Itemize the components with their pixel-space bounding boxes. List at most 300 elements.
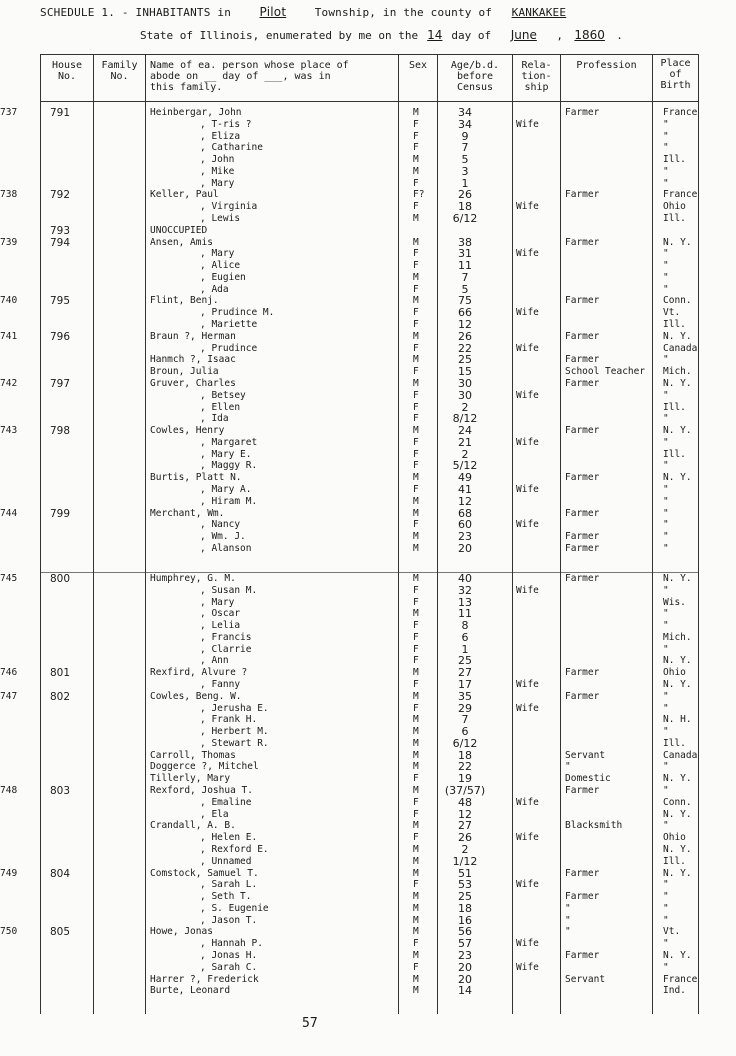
- house-number-cell: 793: [50, 224, 71, 237]
- profession-cell: Farmer: [565, 891, 600, 903]
- table-row: [0, 573, 736, 585]
- sex-cell: F: [413, 177, 419, 189]
- sex-cell: F: [413, 832, 419, 844]
- birthplace-cell: N. Y.: [663, 472, 692, 484]
- sex-cell: F?: [413, 189, 425, 201]
- name-cell: , Stewart R.: [200, 737, 269, 749]
- birthplace-cell: Ill.: [663, 319, 686, 331]
- birthplace-cell: ": [663, 460, 669, 472]
- age-cell: 6: [461, 725, 469, 739]
- age-cell: 12: [458, 807, 472, 821]
- age-cell: 35: [458, 689, 472, 703]
- age-cell: 27: [458, 819, 472, 833]
- profession-cell: Farmer: [565, 542, 600, 554]
- table-row: [0, 225, 736, 237]
- age-cell: 21: [458, 435, 472, 449]
- birthplace-cell: N. Y.: [663, 236, 692, 248]
- profession-cell: Farmer: [565, 690, 600, 702]
- name-cell: Hanmch ?, Isaac: [150, 354, 236, 366]
- birthplace-cell: ": [663, 702, 669, 714]
- sex-cell: F: [413, 307, 419, 319]
- age-cell: 2: [461, 842, 469, 856]
- age-cell: 5/12: [452, 459, 478, 473]
- sex-cell: F: [413, 448, 419, 460]
- birthplace-cell: ": [663, 761, 669, 773]
- age-cell: 16: [458, 913, 472, 927]
- age-cell: 30: [458, 388, 472, 402]
- name-cell: , Catharine: [200, 142, 263, 154]
- age-cell: 11: [458, 259, 472, 273]
- table-row: [0, 691, 736, 703]
- birthplace-cell: ": [663, 483, 669, 495]
- profession-cell: ": [565, 914, 571, 926]
- age-cell: 75: [458, 294, 472, 308]
- birthplace-cell: Ohio: [663, 201, 686, 213]
- table-row: [0, 437, 736, 449]
- age-cell: 5: [461, 282, 469, 296]
- table-row: [0, 868, 736, 880]
- name-cell: , Lewis: [200, 213, 241, 225]
- age-cell: 53: [458, 878, 472, 892]
- sex-cell: F: [413, 620, 419, 632]
- age-cell: 1: [461, 642, 469, 656]
- age-cell: 41: [458, 482, 472, 496]
- family-number-cell: 738: [0, 189, 18, 201]
- table-row: [0, 974, 736, 986]
- sex-cell: F: [413, 260, 419, 272]
- township-value: Pilot: [259, 5, 287, 19]
- sex-cell: M: [413, 690, 419, 702]
- sex-cell: M: [413, 354, 419, 366]
- age-cell: 6: [461, 630, 469, 644]
- age-cell: 5: [461, 153, 469, 167]
- name-cell: , Ela: [200, 808, 229, 820]
- age-cell: 7: [461, 141, 469, 155]
- age-cell: 26: [458, 188, 472, 202]
- table-row: [0, 655, 736, 667]
- sex-cell: M: [413, 295, 419, 307]
- birthplace-cell: ": [663, 248, 669, 260]
- table-row: [0, 237, 736, 249]
- table-row: [0, 797, 736, 809]
- sex-cell: F: [413, 483, 419, 495]
- name-cell: , Emaline: [200, 796, 252, 808]
- name-cell: , Mike: [200, 165, 235, 177]
- table-row: [0, 543, 736, 555]
- name-cell: , Ada: [200, 283, 229, 295]
- age-cell: 68: [458, 506, 472, 520]
- table-row: [0, 343, 736, 355]
- relationship-cell: Wife: [516, 584, 539, 596]
- name-cell: , Lelia: [200, 620, 241, 632]
- col-header-profession: [561, 60, 652, 71]
- birthplace-cell: Conn.: [663, 295, 692, 307]
- table-row: [0, 703, 736, 715]
- birthplace-cell: N. Y.: [663, 867, 692, 879]
- birthplace-cell: ": [663, 177, 669, 189]
- table-row: [0, 891, 736, 903]
- table-row: [0, 832, 736, 844]
- sex-cell: F: [413, 342, 419, 354]
- relationship-cell: Wife: [516, 832, 539, 844]
- table-row: [0, 915, 736, 927]
- age-cell: 23: [458, 530, 472, 544]
- relationship-cell: Wife: [516, 342, 539, 354]
- age-cell: 26: [458, 831, 472, 845]
- sex-cell: F: [413, 773, 419, 785]
- birthplace-cell: Wis.: [663, 596, 686, 608]
- table-row: [0, 962, 736, 974]
- table-row: [0, 844, 736, 856]
- sex-cell: F: [413, 679, 419, 691]
- table-row: [0, 390, 736, 402]
- sex-cell: M: [413, 867, 419, 879]
- sex-cell: M: [413, 820, 419, 832]
- col-header-text: Age/b.d. before Census: [450, 60, 500, 93]
- family-number-cell: 746: [0, 667, 18, 679]
- col-header-text: Family No.: [101, 60, 138, 82]
- age-cell: 29: [458, 701, 472, 715]
- birthplace-cell: N. Y.: [663, 949, 692, 961]
- age-cell: 57: [458, 937, 472, 951]
- table-row: [0, 107, 736, 119]
- age-cell: 2: [461, 447, 469, 461]
- table-row: [0, 667, 736, 679]
- birthplace-cell: ": [663, 938, 669, 950]
- table-row: [0, 620, 736, 632]
- name-cell: Broun, Julia: [150, 366, 219, 378]
- table-row: [0, 714, 736, 726]
- table-row: [0, 531, 736, 543]
- table-row: [0, 402, 736, 414]
- relationship-cell: Wife: [516, 679, 539, 691]
- age-cell: 6/12: [452, 736, 478, 750]
- birthplace-cell: ": [663, 690, 669, 702]
- birthplace-cell: Vt.: [663, 307, 681, 319]
- table-row: [0, 413, 736, 425]
- name-cell: Gruver, Charles: [150, 377, 236, 389]
- birthplace-cell: Vt.: [663, 926, 681, 938]
- birthplace-cell: N. Y.: [663, 808, 692, 820]
- name-cell: Crandall, A. B.: [150, 820, 236, 832]
- birthplace-cell: ": [663, 118, 669, 130]
- birthplace-cell: ": [663, 271, 669, 283]
- sex-cell: F: [413, 584, 419, 596]
- age-cell: 38: [458, 235, 472, 249]
- age-cell: 23: [458, 948, 472, 962]
- table-header-rule: [40, 101, 698, 102]
- table-row: [0, 166, 736, 178]
- relationship-cell: Wife: [516, 879, 539, 891]
- family-number-cell: 737: [0, 107, 18, 118]
- table-row: [0, 319, 736, 331]
- sex-cell: F: [413, 130, 419, 142]
- col-header-text: Name of ea. person whose place of abode on __ day of ___, was in this family.: [150, 60, 349, 93]
- name-cell: Harrer ?, Frederick: [150, 973, 259, 985]
- name-cell: , Herbert M.: [200, 726, 269, 738]
- age-cell: 12: [458, 494, 472, 508]
- col-header-text: Profession: [576, 60, 637, 71]
- birthplace-cell: ": [663, 902, 669, 914]
- birthplace-cell: ": [663, 961, 669, 973]
- name-cell: , Sarah C.: [200, 961, 258, 973]
- age-cell: 13: [458, 595, 472, 609]
- house-number-cell: 792: [50, 189, 71, 202]
- age-cell: 18: [458, 748, 472, 762]
- house-number-cell: 791: [50, 107, 71, 119]
- sex-cell: M: [413, 949, 419, 961]
- relationship-cell: Wife: [516, 201, 539, 213]
- sex-cell: F: [413, 436, 419, 448]
- birthplace-cell: N. Y.: [663, 573, 692, 584]
- name-cell: Flint, Benj.: [150, 295, 219, 307]
- col-header-sex: [399, 60, 437, 71]
- table-row: [0, 425, 736, 437]
- table-row: [0, 726, 736, 738]
- day-value: 14: [427, 28, 443, 42]
- name-cell: , Wm. J.: [200, 531, 246, 543]
- table-row: [0, 260, 736, 272]
- profession-cell: Farmer: [565, 573, 600, 584]
- birthplace-cell: N. Y.: [663, 773, 692, 785]
- name-cell: , Mary A.: [200, 483, 252, 495]
- name-cell: , Ann: [200, 655, 229, 667]
- sex-cell: M: [413, 843, 419, 855]
- birthplace-cell: ": [663, 436, 669, 448]
- table-row: [0, 585, 736, 597]
- birthplace-cell: ": [663, 820, 669, 832]
- age-cell: 34: [458, 117, 472, 131]
- age-cell: 66: [458, 306, 472, 320]
- birthplace-cell: ": [663, 879, 669, 891]
- year-value: 1860: [574, 28, 605, 42]
- name-cell: , Oscar: [200, 608, 241, 620]
- sex-cell: M: [413, 726, 419, 738]
- table-row: [0, 856, 736, 868]
- family-number-cell: 743: [0, 425, 18, 437]
- age-cell: 7: [461, 270, 469, 284]
- house-number-cell: 796: [50, 330, 71, 343]
- sex-cell: M: [413, 165, 419, 177]
- sex-cell: M: [413, 902, 419, 914]
- birthplace-cell: ": [663, 519, 669, 531]
- age-cell: 20: [458, 960, 472, 974]
- birthplace-cell: ": [663, 283, 669, 295]
- age-cell: 18: [458, 200, 472, 214]
- name-cell: , Mary: [200, 248, 235, 260]
- house-number-cell: 802: [50, 690, 71, 703]
- sex-cell: F: [413, 519, 419, 531]
- relationship-cell: Wife: [516, 389, 539, 401]
- birthplace-cell: France: [663, 189, 698, 201]
- profession-cell: ": [565, 902, 571, 914]
- age-cell: 24: [458, 424, 472, 438]
- age-cell: 11: [458, 607, 472, 621]
- name-cell: Doggerce ?, Mitchel: [150, 761, 259, 773]
- birthplace-cell: Ill.: [663, 401, 686, 413]
- house-number-cell: 804: [50, 867, 71, 880]
- sex-cell: F: [413, 142, 419, 154]
- table-row: [0, 449, 736, 461]
- name-cell: , Alice: [200, 260, 241, 272]
- profession-cell: Farmer: [565, 531, 600, 543]
- table-row: [0, 213, 736, 225]
- table-row: [0, 773, 736, 785]
- col-header-text: House No.: [51, 60, 83, 82]
- profession-cell: Farmer: [565, 667, 600, 679]
- birthplace-cell: ": [663, 165, 669, 177]
- col-header-birthplace: [653, 58, 698, 91]
- sex-cell: F: [413, 879, 419, 891]
- table-row: [0, 820, 736, 832]
- name-cell: Heinbergar, John: [150, 107, 242, 118]
- sex-cell: M: [413, 531, 419, 543]
- table-row: [0, 608, 736, 620]
- age-cell: 19: [458, 772, 472, 786]
- name-cell: Cowles, Beng. W.: [150, 690, 242, 702]
- age-cell: (37/57): [444, 784, 486, 798]
- profession-cell: Farmer: [565, 330, 600, 342]
- age-cell: 51: [458, 866, 472, 880]
- relationship-cell: Wife: [516, 483, 539, 495]
- sex-cell: F: [413, 118, 419, 130]
- profession-cell: Farmer: [565, 107, 600, 118]
- table-row: [0, 484, 736, 496]
- birthplace-cell: ": [663, 584, 669, 596]
- family-number-cell: 741: [0, 330, 18, 342]
- name-cell: , Nancy: [200, 519, 241, 531]
- table-row: [0, 632, 736, 644]
- table-top-rule: [40, 54, 698, 55]
- birthplace-cell: N. Y.: [663, 679, 692, 691]
- name-cell: Burte, Leonard: [150, 985, 231, 997]
- col-header-text: Rela- tion- ship: [521, 60, 552, 93]
- age-cell: 30: [458, 376, 472, 390]
- name-cell: , Prudince: [200, 342, 258, 354]
- sex-cell: M: [413, 749, 419, 761]
- name-cell: , T-ris ?: [200, 118, 252, 130]
- table-row: [0, 938, 736, 950]
- table-row: [0, 248, 736, 260]
- sex-cell: F: [413, 413, 419, 425]
- profession-cell: Farmer: [565, 189, 600, 201]
- table-row: [0, 366, 736, 378]
- sex-cell: F: [413, 319, 419, 331]
- house-number-cell: 795: [50, 295, 71, 308]
- name-cell: Comstock, Samuel T.: [150, 867, 259, 879]
- sex-cell: M: [413, 495, 419, 507]
- sex-cell: M: [413, 714, 419, 726]
- sex-cell: F: [413, 961, 419, 973]
- sex-cell: M: [413, 973, 419, 985]
- table-row: [0, 738, 736, 750]
- profession-cell: Farmer: [565, 507, 600, 519]
- sex-cell: M: [413, 573, 419, 584]
- relationship-cell: Wife: [516, 118, 539, 130]
- table-row: [0, 201, 736, 213]
- age-cell: 56: [458, 925, 472, 939]
- relationship-cell: Wife: [516, 961, 539, 973]
- house-number-cell: 800: [50, 573, 71, 585]
- table-row: [0, 809, 736, 821]
- sex-cell: F: [413, 201, 419, 213]
- age-cell: 20: [458, 972, 472, 986]
- name-cell: , Margaret: [200, 436, 258, 448]
- birthplace-cell: ": [663, 914, 669, 926]
- name-cell: , Ellen: [200, 401, 241, 413]
- relationship-cell: Wife: [516, 702, 539, 714]
- birthplace-cell: Mich.: [663, 366, 692, 378]
- table-row: [0, 879, 736, 891]
- table-row: [0, 679, 736, 691]
- profession-cell: Farmer: [565, 785, 600, 797]
- table-row: [0, 750, 736, 762]
- table-row: [0, 378, 736, 390]
- table-row: [0, 154, 736, 166]
- birthplace-cell: ": [663, 413, 669, 425]
- name-cell: , Mary: [200, 177, 235, 189]
- sex-cell: F: [413, 366, 419, 378]
- age-cell: 14: [458, 984, 472, 998]
- family-number-cell: 749: [0, 867, 18, 879]
- family-number-cell: 750: [0, 926, 18, 938]
- birthplace-cell: Ill.: [663, 737, 686, 749]
- profession-cell: ": [565, 761, 571, 773]
- name-cell: Humphrey, G. M.: [150, 573, 236, 584]
- sex-cell: F: [413, 702, 419, 714]
- birthplace-cell: Conn.: [663, 796, 692, 808]
- profession-cell: Farmer: [565, 425, 600, 437]
- table-row: [0, 460, 736, 472]
- age-cell: 22: [458, 341, 472, 355]
- birthplace-cell: Ill.: [663, 213, 686, 225]
- profession-cell: Farmer: [565, 867, 600, 879]
- sex-cell: M: [413, 154, 419, 166]
- name-cell: , Jason T.: [200, 914, 258, 926]
- age-cell: 40: [458, 572, 472, 585]
- sex-cell: M: [413, 608, 419, 620]
- table-row: [0, 307, 736, 319]
- col-header-name: [150, 60, 396, 93]
- name-cell: Burtis, Platt N.: [150, 472, 242, 484]
- birthplace-cell: ": [663, 620, 669, 632]
- age-cell: 15: [458, 365, 472, 379]
- birthplace-cell: ": [663, 608, 669, 620]
- sex-cell: M: [413, 737, 419, 749]
- age-cell: 32: [458, 583, 472, 597]
- birthplace-cell: France: [663, 107, 698, 118]
- sex-cell: F: [413, 643, 419, 655]
- birthplace-cell: N. Y.: [663, 655, 692, 667]
- profession-cell: Servant: [565, 749, 606, 761]
- col-header-house: [41, 60, 93, 82]
- profession-cell: Farmer: [565, 295, 600, 307]
- day-suffix: day of: [451, 29, 492, 42]
- family-number-cell: 744: [0, 507, 18, 519]
- birthplace-cell: ": [663, 260, 669, 272]
- col-header-relationship: [513, 60, 560, 93]
- house-number-cell: 797: [50, 377, 71, 390]
- table-row: [0, 985, 736, 997]
- sex-cell: M: [413, 761, 419, 773]
- name-cell: Rexfird, Alvure ?: [150, 667, 248, 679]
- table-row: [0, 903, 736, 915]
- name-cell: , Hiram M.: [200, 495, 258, 507]
- sex-cell: M: [413, 236, 419, 248]
- birthplace-cell: Ill.: [663, 855, 686, 867]
- relationship-cell: Wife: [516, 248, 539, 260]
- sex-cell: F: [413, 283, 419, 295]
